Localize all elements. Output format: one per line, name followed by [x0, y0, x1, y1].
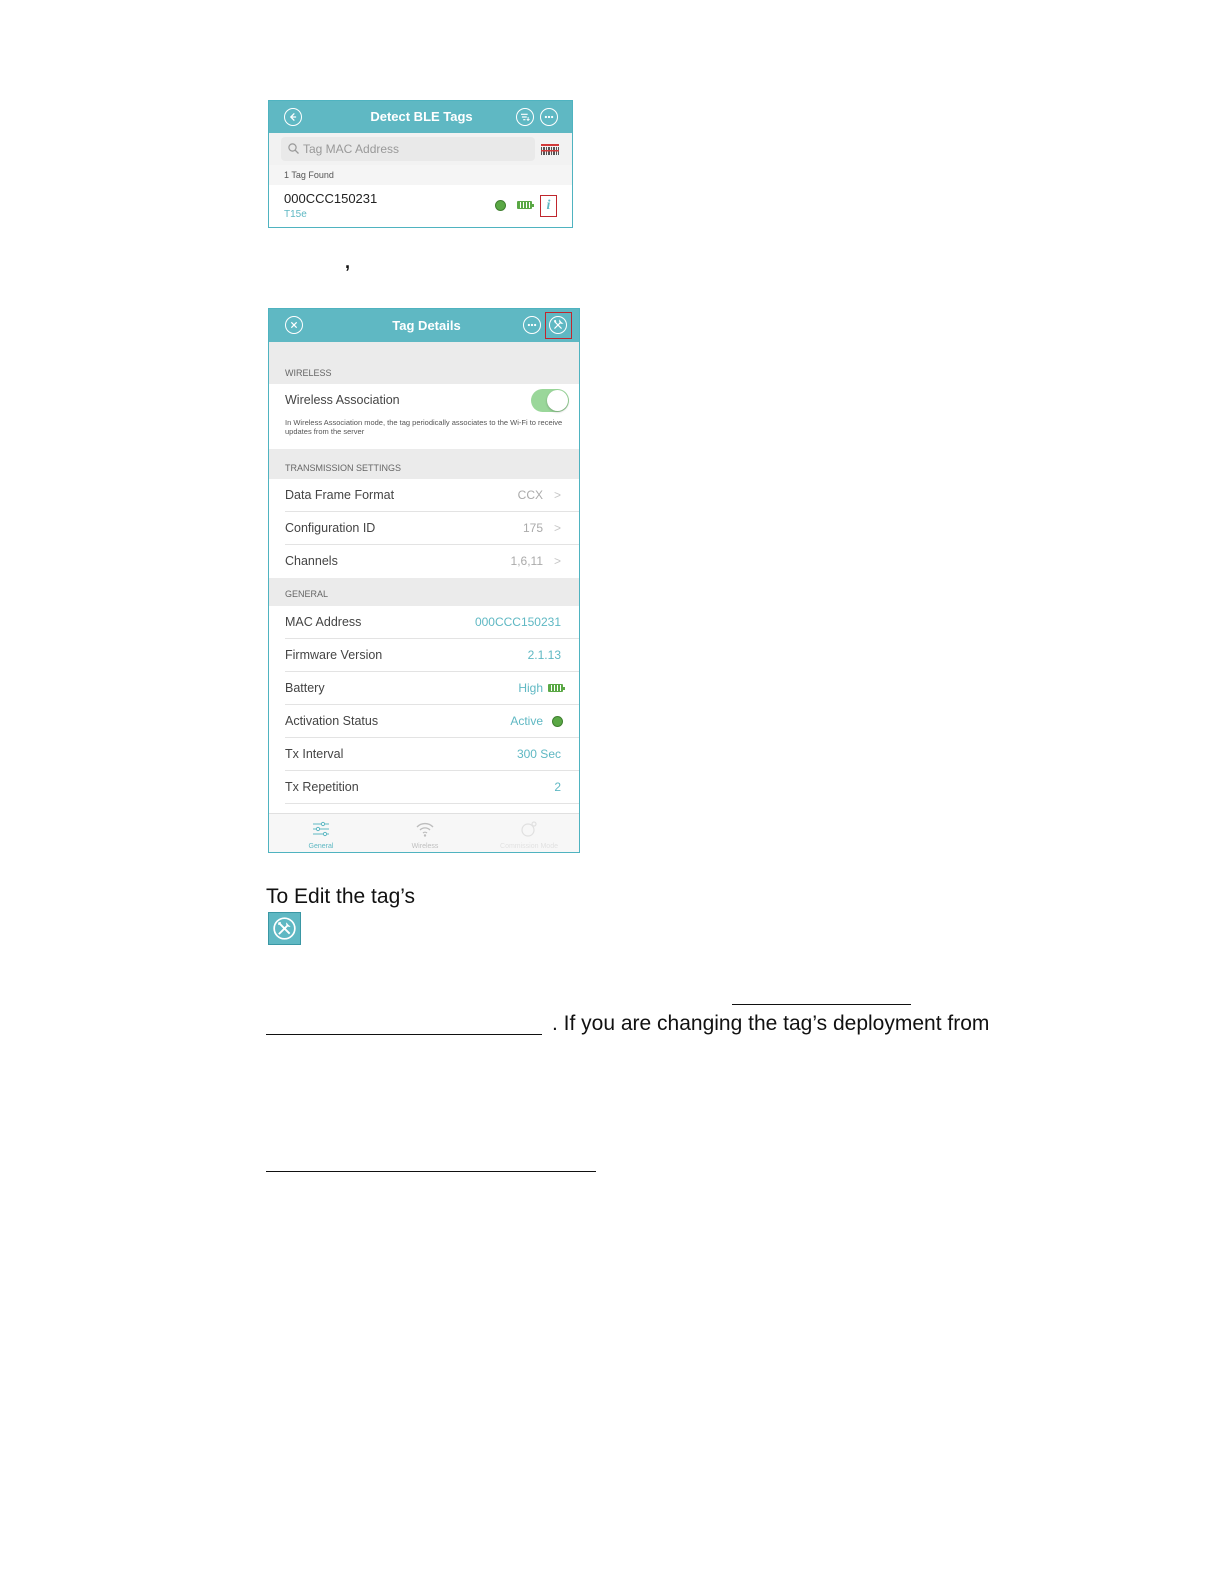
tag-details-screenshot: [268, 308, 580, 853]
general-row: [269, 672, 579, 705]
commission-icon: [519, 820, 539, 838]
section-header-transmission: TRANSMISSION SETTINGS: [269, 449, 579, 479]
blank-underline: [266, 1034, 542, 1035]
tag-list-item[interactable]: [269, 185, 572, 228]
screen-title: Detect BLE Tags: [370, 109, 473, 124]
section-header-general: GENERAL: [269, 578, 579, 606]
battery-icon: [548, 684, 563, 692]
sliders-icon: [311, 820, 331, 838]
tx-interval-value: 300 Sec: [516, 747, 561, 761]
battery-label: Battery: [285, 681, 325, 695]
tab-commission-mode[interactable]: [477, 814, 580, 853]
configuration-id-label: Configuration ID: [285, 521, 376, 535]
wireless-association-note: In Wireless Association mode, the tag periodically associates to the Wi-Fi to receive updates from the server: [285, 418, 563, 436]
deployment-change-text: . If you are changing the tag’s deployment from: [552, 1012, 990, 1035]
more-icon[interactable]: [523, 316, 541, 334]
general-row: [269, 705, 579, 738]
tab-wireless-label: Wireless: [411, 843, 439, 850]
screen-title: Tag Details: [392, 318, 461, 333]
nav-bar: [269, 101, 572, 133]
tx-repetition-label: Tx Repetition: [285, 780, 359, 794]
firmware-version-label: Firmware Version: [285, 648, 383, 662]
tab-general-label: General: [308, 843, 334, 850]
general-row: [269, 771, 579, 804]
tools-icon: [268, 912, 301, 945]
data-frame-format-label: Data Frame Format: [285, 488, 395, 502]
tx-interval-label: Tx Interval: [285, 747, 344, 761]
section-header-wireless: WIRELESS: [269, 342, 579, 384]
back-icon[interactable]: [284, 108, 302, 126]
comma-text: ,: [345, 252, 351, 272]
search-field[interactable]: [281, 137, 535, 161]
detect-ble-tags-screenshot: [268, 100, 573, 228]
wireless-association-toggle[interactable]: [531, 389, 569, 412]
tab-general[interactable]: [269, 814, 373, 853]
blank-underline: [266, 1171, 596, 1172]
channels-label: Channels: [285, 554, 338, 568]
wireless-association-label: Wireless Association: [285, 393, 400, 407]
battery-icon: [517, 201, 532, 209]
mac-address-value: 000CCC150231: [474, 615, 561, 629]
search-icon: [287, 142, 301, 156]
chevron-right-icon: >: [553, 488, 561, 502]
chevron-right-icon: >: [553, 554, 561, 568]
barcode-icon[interactable]: [541, 142, 559, 156]
close-icon[interactable]: [285, 316, 303, 334]
wifi-icon: [415, 820, 435, 838]
tags-found-count: 1 Tag Found: [269, 165, 572, 185]
more-icon[interactable]: [540, 108, 558, 126]
wireless-association-row: [269, 384, 579, 417]
tx-repetition-value: 2: [554, 780, 561, 794]
data-frame-format-value: CCX: [517, 488, 543, 502]
general-row: [269, 606, 579, 639]
mac-address-label: MAC Address: [285, 615, 362, 629]
general-row: [269, 639, 579, 672]
activation-status-value: Active: [510, 714, 543, 728]
configuration-id-value: 175: [522, 521, 543, 535]
search-bar: [269, 133, 572, 165]
transmission-row[interactable]: [269, 479, 579, 512]
channels-value: 1,6,11: [510, 554, 543, 568]
battery-value: High: [518, 681, 543, 695]
tag-model: T15e: [284, 209, 307, 220]
transmission-row[interactable]: [269, 512, 579, 545]
divider: [285, 803, 579, 804]
status-active-icon: [495, 200, 506, 211]
toggle-knob: [547, 390, 568, 411]
blank-underline: [732, 1004, 911, 1005]
firmware-version-value: 2.1.13: [527, 648, 561, 662]
tab-commission-mode-label: Commission Mode: [500, 843, 558, 850]
filter-icon[interactable]: [516, 108, 534, 126]
info-icon[interactable]: i: [540, 195, 557, 217]
nav-bar: [269, 309, 579, 342]
activation-status-label: Activation Status: [285, 714, 379, 728]
tag-mac-address: 000CCC150231: [284, 191, 378, 206]
edit-instruction-text: To Edit the tag’s: [266, 885, 416, 908]
tab-wireless[interactable]: [373, 814, 477, 853]
tools-highlight-box: [545, 312, 572, 339]
general-row: [269, 738, 579, 771]
chevron-right-icon: >: [553, 521, 561, 535]
search-input[interactable]: [303, 137, 531, 161]
transmission-row[interactable]: [269, 545, 579, 578]
tab-bar: [269, 813, 579, 853]
status-active-icon: [552, 716, 563, 727]
